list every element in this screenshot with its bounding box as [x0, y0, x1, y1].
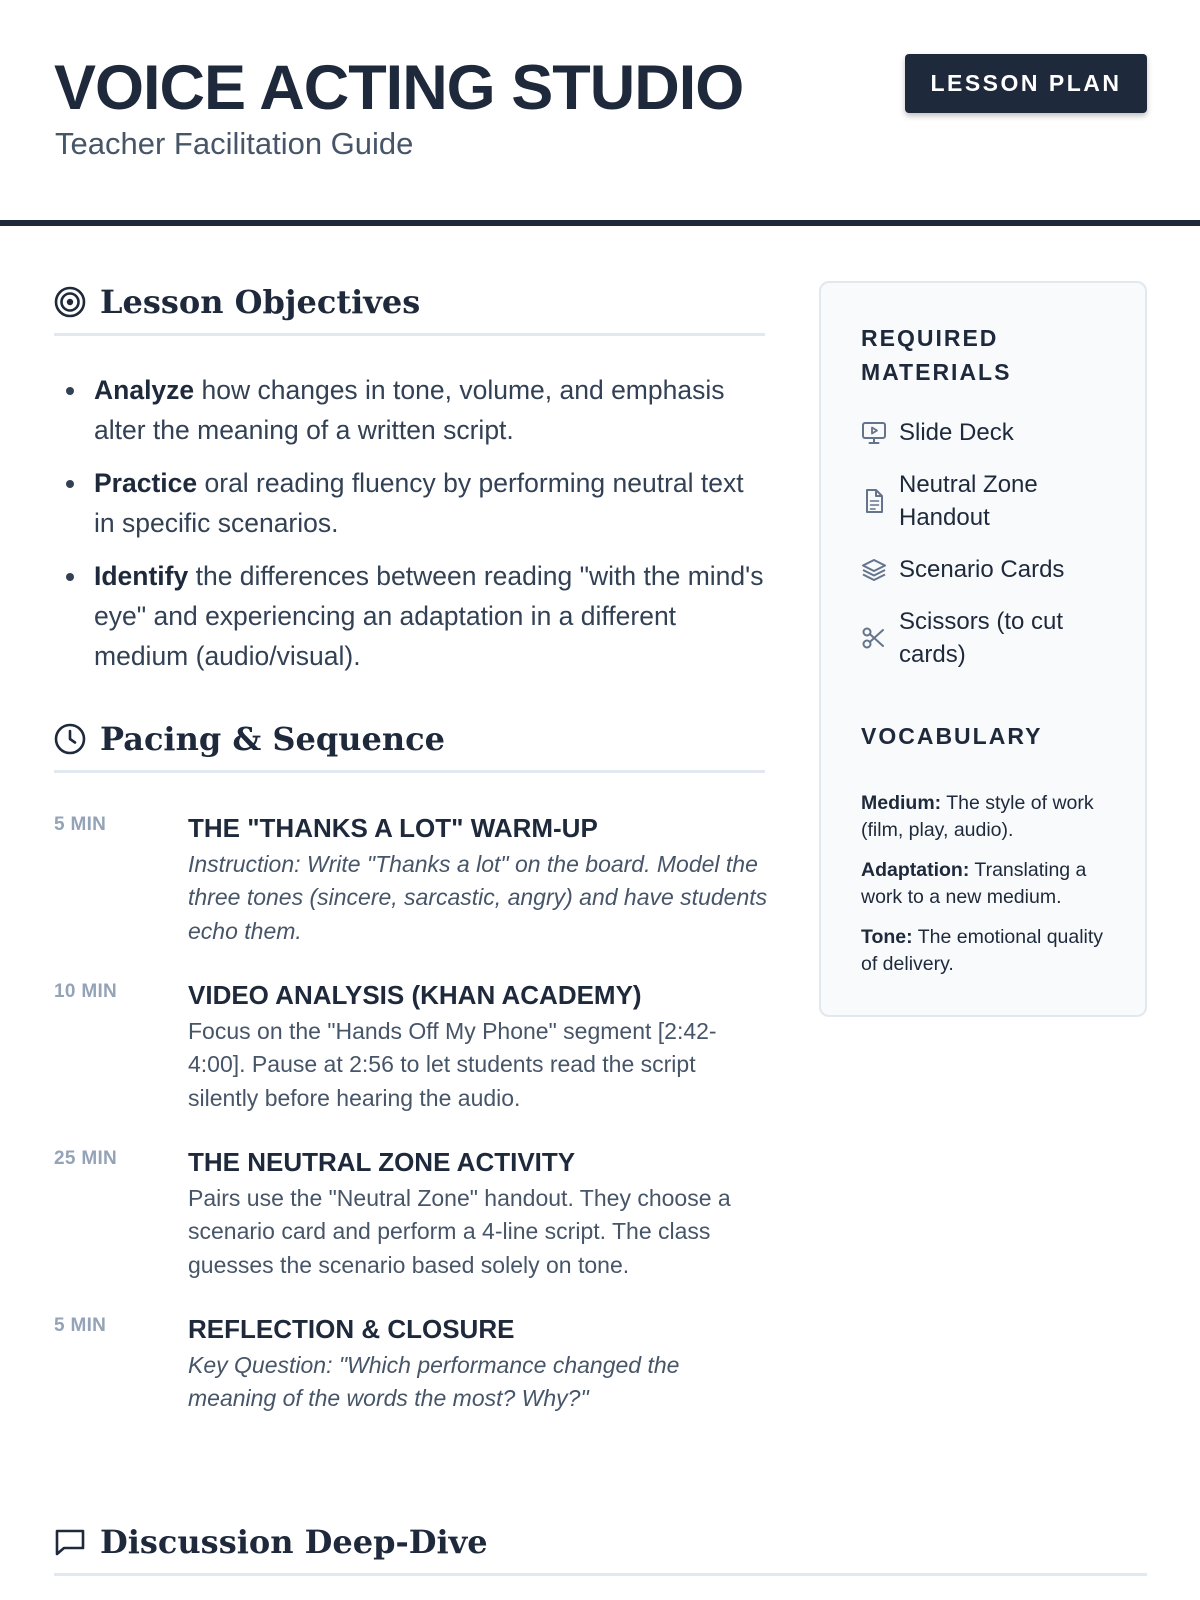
objectives-heading: Lesson Objectives: [100, 283, 421, 321]
clock-icon: [54, 723, 86, 755]
objective-item: [54, 370, 764, 450]
step-description: Instruction: Write "Thanks a lot" on the board. Model the three tones (sincere, sarcastic, angry) and have students echo them.: [188, 851, 768, 944]
vocab-term: Adaptation:: [861, 859, 970, 881]
pacing-section-header: [54, 713, 765, 773]
presentation-icon: [861, 420, 887, 446]
layers-icon: [861, 557, 887, 583]
vocab-definition: The emotional quality of delivery.: [861, 926, 1104, 975]
materials-heading: REQUIRED MATERIALS: [861, 325, 1012, 385]
step-description: Focus on the "Hands Off My Phone" segment [2:42-4:00]. Pause at 2:56 to let students read the script silently before hearing the audio.: [188, 1018, 717, 1111]
step-duration: 5 MIN: [54, 814, 107, 835]
vocab-entry: [861, 924, 1111, 978]
vocabulary-heading: VOCABULARY: [861, 723, 1043, 749]
vocab-term: Tone:: [861, 926, 913, 948]
objectives-list: [54, 370, 764, 689]
objective-item: [54, 556, 764, 676]
material-label: Scissors (to cut cards): [899, 608, 1064, 668]
document-icon: [861, 488, 887, 514]
step-description: Pairs use the "Neutral Zone" handout. They choose a scenario card and perform a 4-line script. The class guesses the scenario based solely on tone.: [188, 1185, 731, 1278]
objective-keyword: Practice: [94, 468, 198, 498]
material-label: Neutral Zone Handout: [899, 471, 1038, 531]
lesson-plan-badge: LESSON PLAN: [905, 54, 1147, 113]
step-title: VIDEO ANALYSIS (KHAN ACADEMY): [188, 980, 642, 1010]
material-label: Slide Deck: [899, 419, 1014, 446]
step-title: THE "THANKS A LOT" WARM-UP: [188, 813, 598, 843]
step-title: REFLECTION & CLOSURE: [188, 1314, 515, 1344]
step-title: THE NEUTRAL ZONE ACTIVITY: [188, 1147, 576, 1177]
page-header: [0, 0, 1200, 226]
vocab-entry: [861, 857, 1111, 911]
target-icon: [54, 286, 86, 318]
discussion-heading: Discussion Deep-Dive: [100, 1523, 488, 1561]
vocab-term: Medium:: [861, 792, 942, 814]
step-duration: 5 MIN: [54, 1315, 107, 1336]
objective-item: [54, 463, 764, 543]
sidebar-panel: [819, 281, 1147, 1017]
vocab-definition: Translating a work to a new medium.: [861, 859, 1087, 908]
step-description: Key Question: "Which performance changed the meaning of the words the most? Why?": [188, 1352, 680, 1412]
objective-text: oral reading fluency by performing neutral text in specific scenarios.: [94, 468, 744, 538]
step-duration: 25 MIN: [54, 1148, 118, 1169]
material-label: Scenario Cards: [899, 556, 1065, 583]
objective-keyword: Identify: [94, 561, 189, 591]
vocab-definition: The style of work (film, play, audio).: [861, 792, 1094, 841]
scissors-icon: [861, 625, 887, 651]
page-subtitle: Teacher Facilitation Guide: [55, 126, 414, 161]
objective-keyword: Analyze: [94, 375, 195, 405]
vocab-entry: [861, 790, 1111, 844]
objective-text: how changes in tone, volume, and emphasis alter the meaning of a written script.: [94, 375, 725, 445]
discussion-section-header: [54, 1516, 1147, 1576]
objectives-section-header: [54, 276, 765, 336]
pacing-heading: Pacing & Sequence: [100, 720, 445, 758]
objective-text: the differences between reading "with the mind's eye" and experiencing an adaptation in a different medium (audio/visual).: [94, 561, 764, 671]
page-title: VOICE ACTING STUDIO: [54, 53, 744, 123]
step-duration: 10 MIN: [54, 981, 118, 1002]
chat-bubble-icon: [54, 1526, 86, 1558]
